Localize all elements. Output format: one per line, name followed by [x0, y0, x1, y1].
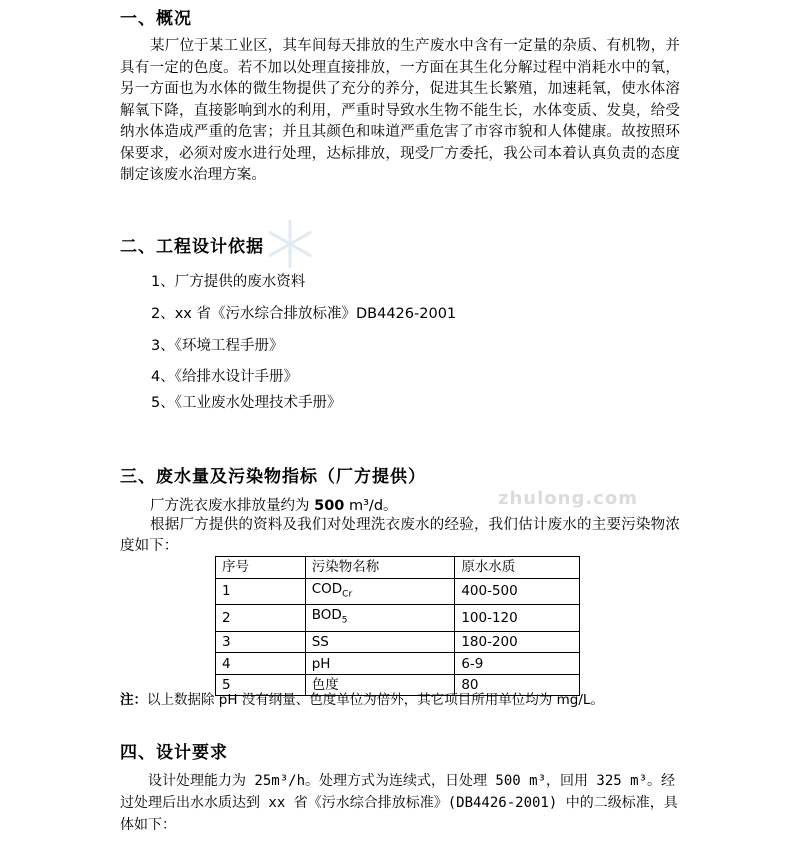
- table-note: [120, 688, 604, 708]
- pollutant-table: [215, 556, 580, 696]
- row-pollutant: [305, 578, 455, 605]
- section-4-body: 设计处理能力为 25m³/h。处理方式为连续式，日处理 500 m³，回用 325 m³。经过处理后出水水质达到 xx 省《污水综合排放标准》(DB4426-2001) 中的二级标准，具体如下：: [120, 773, 678, 833]
- discharge-value: 500: [314, 498, 345, 514]
- row-pollutant: [305, 605, 455, 632]
- section-4-heading: 四、设计要求: [120, 743, 228, 763]
- row-no: 4: [216, 653, 306, 675]
- table-row: [216, 631, 580, 653]
- row-pollutant: pH: [305, 653, 455, 675]
- row-value: 80: [455, 674, 580, 696]
- row-no: 5: [216, 674, 306, 696]
- header-raw-quality: 原水水质: [455, 557, 580, 579]
- pollutant-subscript: Cr: [342, 589, 353, 600]
- table-row: [216, 653, 580, 675]
- section-1-body: 某厂位于某工业区，其车间每天排放的生产废水中含有一定量的杂质、有机物，并具有一定的色度。若不加以处理直接排放，一方面在其生化分解过程中消耗水中的氧，另一方面也为水体的微生物提供了充分的养分，促进其生长繁殖，加速耗氧，使水体溶解氧下降，直接影响到水的利用，严重时导致水生物不能生长，水体变质、发臭，给受纳水体造成严重的危害；并且其颜色和味道严重危害了市容市貌和人体健康。故按照环保要求，必须对废水进行处理，达标排放，现受厂方委托，我公司本着认真负责的态度制定该废水治理方案。: [120, 38, 680, 183]
- basis-item-1: 1、厂方提供的废水资料: [151, 274, 306, 290]
- snowflake-watermark-icon: [262, 216, 318, 272]
- site-watermark: zhulong.com: [498, 488, 638, 509]
- section-1-heading: 一、概况: [120, 9, 192, 29]
- header-no: 序号: [216, 557, 306, 579]
- row-value: 6-9: [455, 653, 580, 675]
- pollutant-subscript: 5: [341, 615, 348, 626]
- section-3-heading: 三、废水量及污染物指标（厂方提供）: [120, 467, 426, 487]
- row-value: 100-120: [455, 605, 580, 632]
- row-value: 180-200: [455, 631, 580, 653]
- discharge-volume-line: [150, 494, 398, 515]
- row-no: 3: [216, 631, 306, 653]
- header-pollutant: 污染物名称: [305, 557, 455, 579]
- basis-item-5: 5、《工业废水处理技术手册》: [151, 395, 342, 411]
- pollutant-name: BOD: [311, 607, 342, 624]
- note-text: 以上数据除 pH 没有纲量、色度单位为倍外，其它项目所用单位均为 mg/L。: [147, 692, 604, 708]
- discharge-prefix: 厂方洗衣废水排放量约为: [150, 498, 315, 514]
- note-label: 注：: [120, 692, 147, 708]
- table-header-row: [216, 557, 580, 579]
- discharge-unit: m³/d。: [344, 498, 398, 514]
- basis-item-4: 4、《给排水设计手册》: [151, 369, 298, 385]
- row-value: 400-500: [455, 578, 580, 605]
- table-row: [216, 578, 580, 605]
- section-2-heading: 二、工程设计依据: [120, 237, 264, 257]
- row-pollutant: SS: [305, 631, 455, 653]
- basis-item-3: 3、《环境工程手册》: [151, 338, 284, 354]
- basis-item-2: 2、xx 省《污水综合排放标准》DB4426-2001: [151, 306, 457, 322]
- pollutant-name: COD: [311, 580, 343, 597]
- row-no: 1: [216, 578, 306, 605]
- estimate-paragraph: 根据厂方提供的资料及我们对处理洗衣废水的经验，我们估计废水的主要污染物浓度如下：: [120, 517, 680, 554]
- row-pollutant: 色度: [305, 674, 455, 696]
- table-row: [216, 605, 580, 632]
- row-no: 2: [216, 605, 306, 632]
